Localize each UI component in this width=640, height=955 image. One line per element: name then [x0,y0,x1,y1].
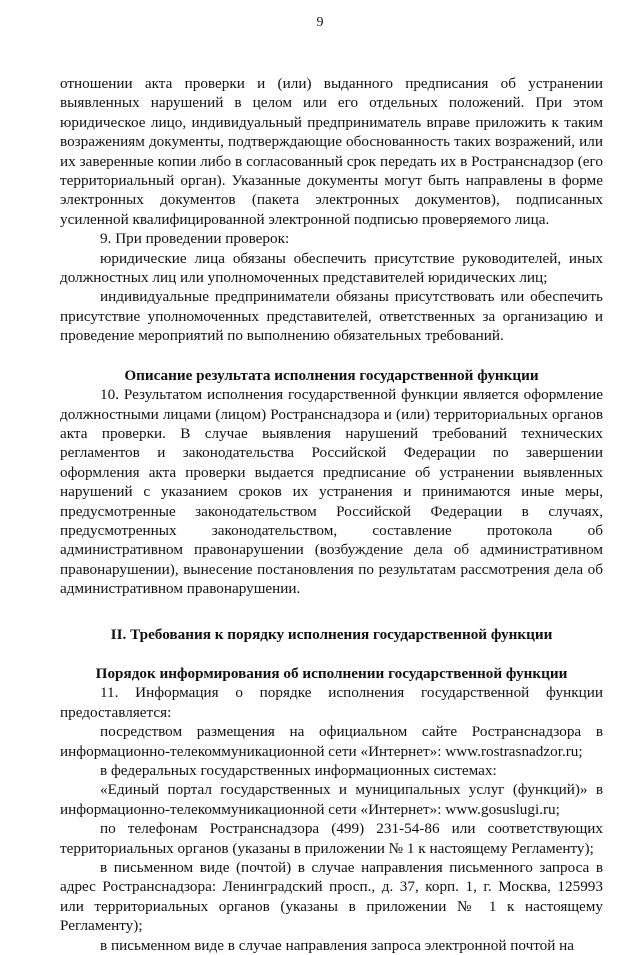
paragraph-website: посредством размещения на официальном сайте Ространснадзора в информационно-телекоммуникационной сети «Интернет»: www.rostrasnadzor.ru; [60,723,603,760]
paragraph-phones: по телефонам Ространснадзора (499) 231-54-86 или соответствующих территориальных органов (указаны в приложении № 1 к настоящему Регламенту); [60,820,603,857]
paragraph-legal-entities: юридические лица обязаны обеспечить присутствие руководителей, иных должностных лиц или уполномоченных представителей юридических лиц; [60,249,603,287]
paragraph-objections: отношении акта проверки и (или) выданного предписания об устранении выявленных нарушений в целом или его отдельных положений. При этом юридическое лицо, индивидуальный предприниматель вправе приложить к таким возражениям документы, подтверждающие обоснованность таких возражений, или их заверенные копии либо в согласованный срок передать их в Ространснадзор (его территориальный орган). Указанные документы могут быть направлены в форме электронных документов (пакета электронных документов), подписанных усиленной квалифицированной электронной подписью проверяемого лица. [60,75,603,228]
paragraph-clause-10: 10. Результатом исполнения государственной функции является оформление должностными лицами (лицом) Ространснадзора и (или) территориальных органов акта проверки. В случае выявления нарушений требований технических регламентов и законодательства Российской Федерации по завершении оформления акта проверки выдается предписание об устранении выявленных нарушений с указанием сроков их устранения и принимаются иные меры, предусмотренные законодательством Российской Федерации в случаях, предусмотренных законодательством, составление протокола об административном правонарушении (возбуждение дела об административном правонарушении), вынесение постановления по результатам рассмотрения дела об административном правонарушении. [60,386,603,598]
heading-result-description: Описание результата исполнения государственной функции [124,366,539,384]
paragraph-clause-11: 11. Информация о порядке исполнения государственной функции предоставляется: [60,684,603,721]
paragraph-federal-systems: в федеральных государственных информационных системах: [100,762,497,779]
paragraph-gosuslugi: «Единый портал государственных и муниципальных услуг (функций)» в информационно-телекоммуникационной сети «Интернет»: www.gosuslugi.ru; [60,781,603,818]
paragraph-email: в письменном виде в случае направления запроса электронной почтой на [100,936,575,954]
heading-informing-procedure: Порядок информирования об исполнении государственной функции [95,664,568,682]
paragraph-clause-9: 9. При проведении проверок: [100,230,290,248]
page-number: 9 [316,15,324,30]
paragraph-postal: в письменном виде (почтой) в случае направления письменного запроса в адрес Ространснадзора: Ленинградский просп., д. 37, корп. 1, г. Москва, 125993 или территориальных органов (указаны в приложении № 1 к настоящему Регламенту); [60,859,603,935]
document-body [60,74,603,955]
heading-section-2: II. Требования к порядку исполнения государственной функции [110,625,553,643]
paragraph-entrepreneurs: индивидуальные предприниматели обязаны присутствовать или обеспечить присутствие уполномоченных представителей, ответственных за организацию и проведение мероприятий по выполнению обязательных требований. [60,288,603,345]
